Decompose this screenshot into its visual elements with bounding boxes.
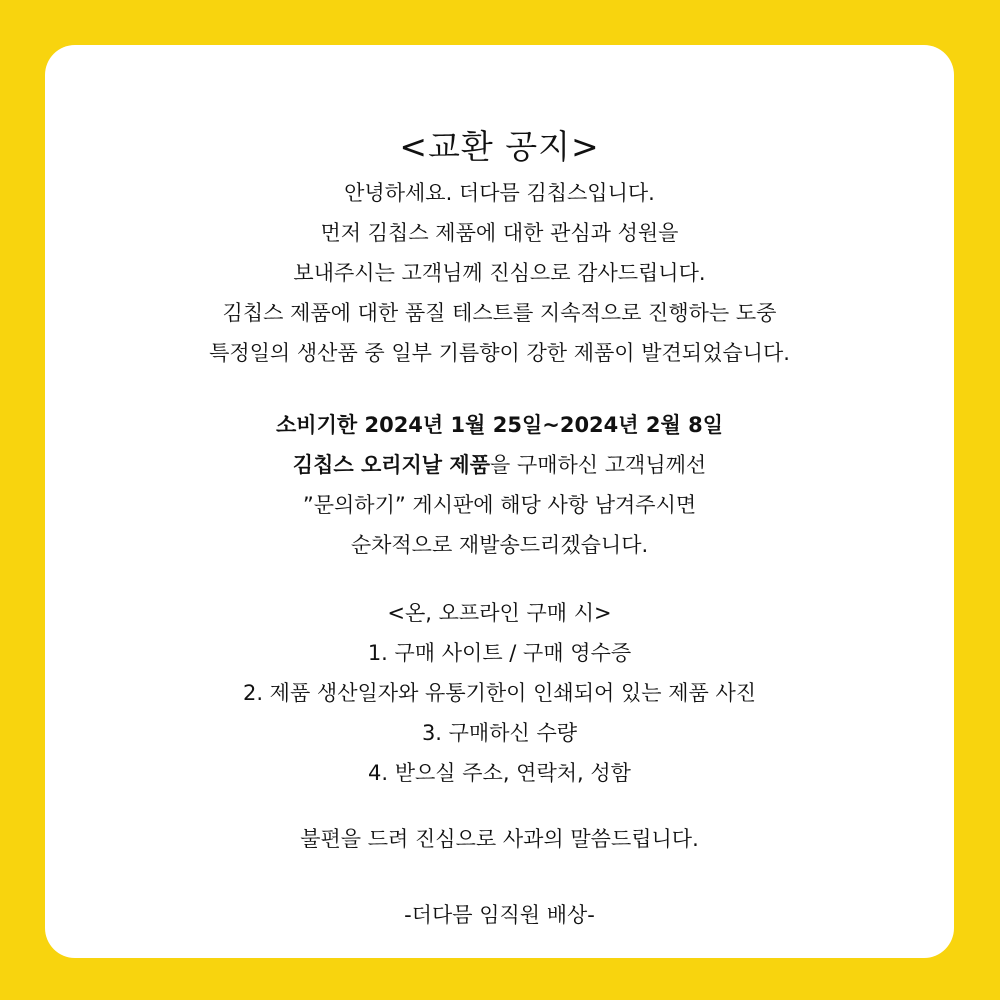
resend-line: 순차적으로 재발송드리겠습니다. (350, 533, 649, 557)
exchange-target-paragraph (45, 405, 954, 565)
intro-line: 특정일의 생산품 중 일부 기름향이 강한 제품이 발견되었습니다. (209, 341, 790, 365)
product-line (45, 445, 954, 485)
requirement-item: 2. 제품 생산일자와 유통기한이 인쇄되어 있는 제품 사진 (242, 681, 757, 705)
signature: -더다믐 임직원 배상- (404, 903, 595, 927)
product-line-rest: 을 구매하신 고객님께선 (489, 453, 707, 477)
contact-line: ”문의하기” 게시판에 해당 사항 남겨주시면 (302, 493, 697, 517)
requirement-item: 4. 받으실 주소, 연락처, 성함 (368, 761, 631, 785)
intro-line: 김칩스 제품에 대한 품질 테스트를 지속적으로 진행하는 도중 (222, 301, 777, 325)
notice-title: <교환 공지> (399, 127, 600, 166)
intro-line: 안녕하세요. 더다믐 김칩스입니다. (344, 181, 655, 205)
intro-paragraph (45, 173, 954, 373)
notice-card (45, 45, 954, 958)
product-name: 김칩스 오리지날 제품 (292, 453, 490, 477)
requirement-item: 1. 구매 사이트 / 구매 영수증 (367, 641, 632, 665)
requirement-item: 3. 구매하신 수량 (421, 721, 578, 745)
requirements-section (45, 593, 954, 793)
intro-line: 먼저 김칩스 제품에 대한 관심과 성원을 (320, 221, 679, 245)
intro-line: 보내주시는 고객님께 진심으로 감사드립니다. (293, 261, 706, 285)
expiry-period-line: 소비기한 2024년 1월 25일~2024년 2월 8일 (276, 413, 723, 437)
apology-line: 불편을 드려 진심으로 사과의 말씀드립니다. (300, 827, 699, 851)
requirements-heading: <온, 오프라인 구매 시> (387, 601, 612, 625)
